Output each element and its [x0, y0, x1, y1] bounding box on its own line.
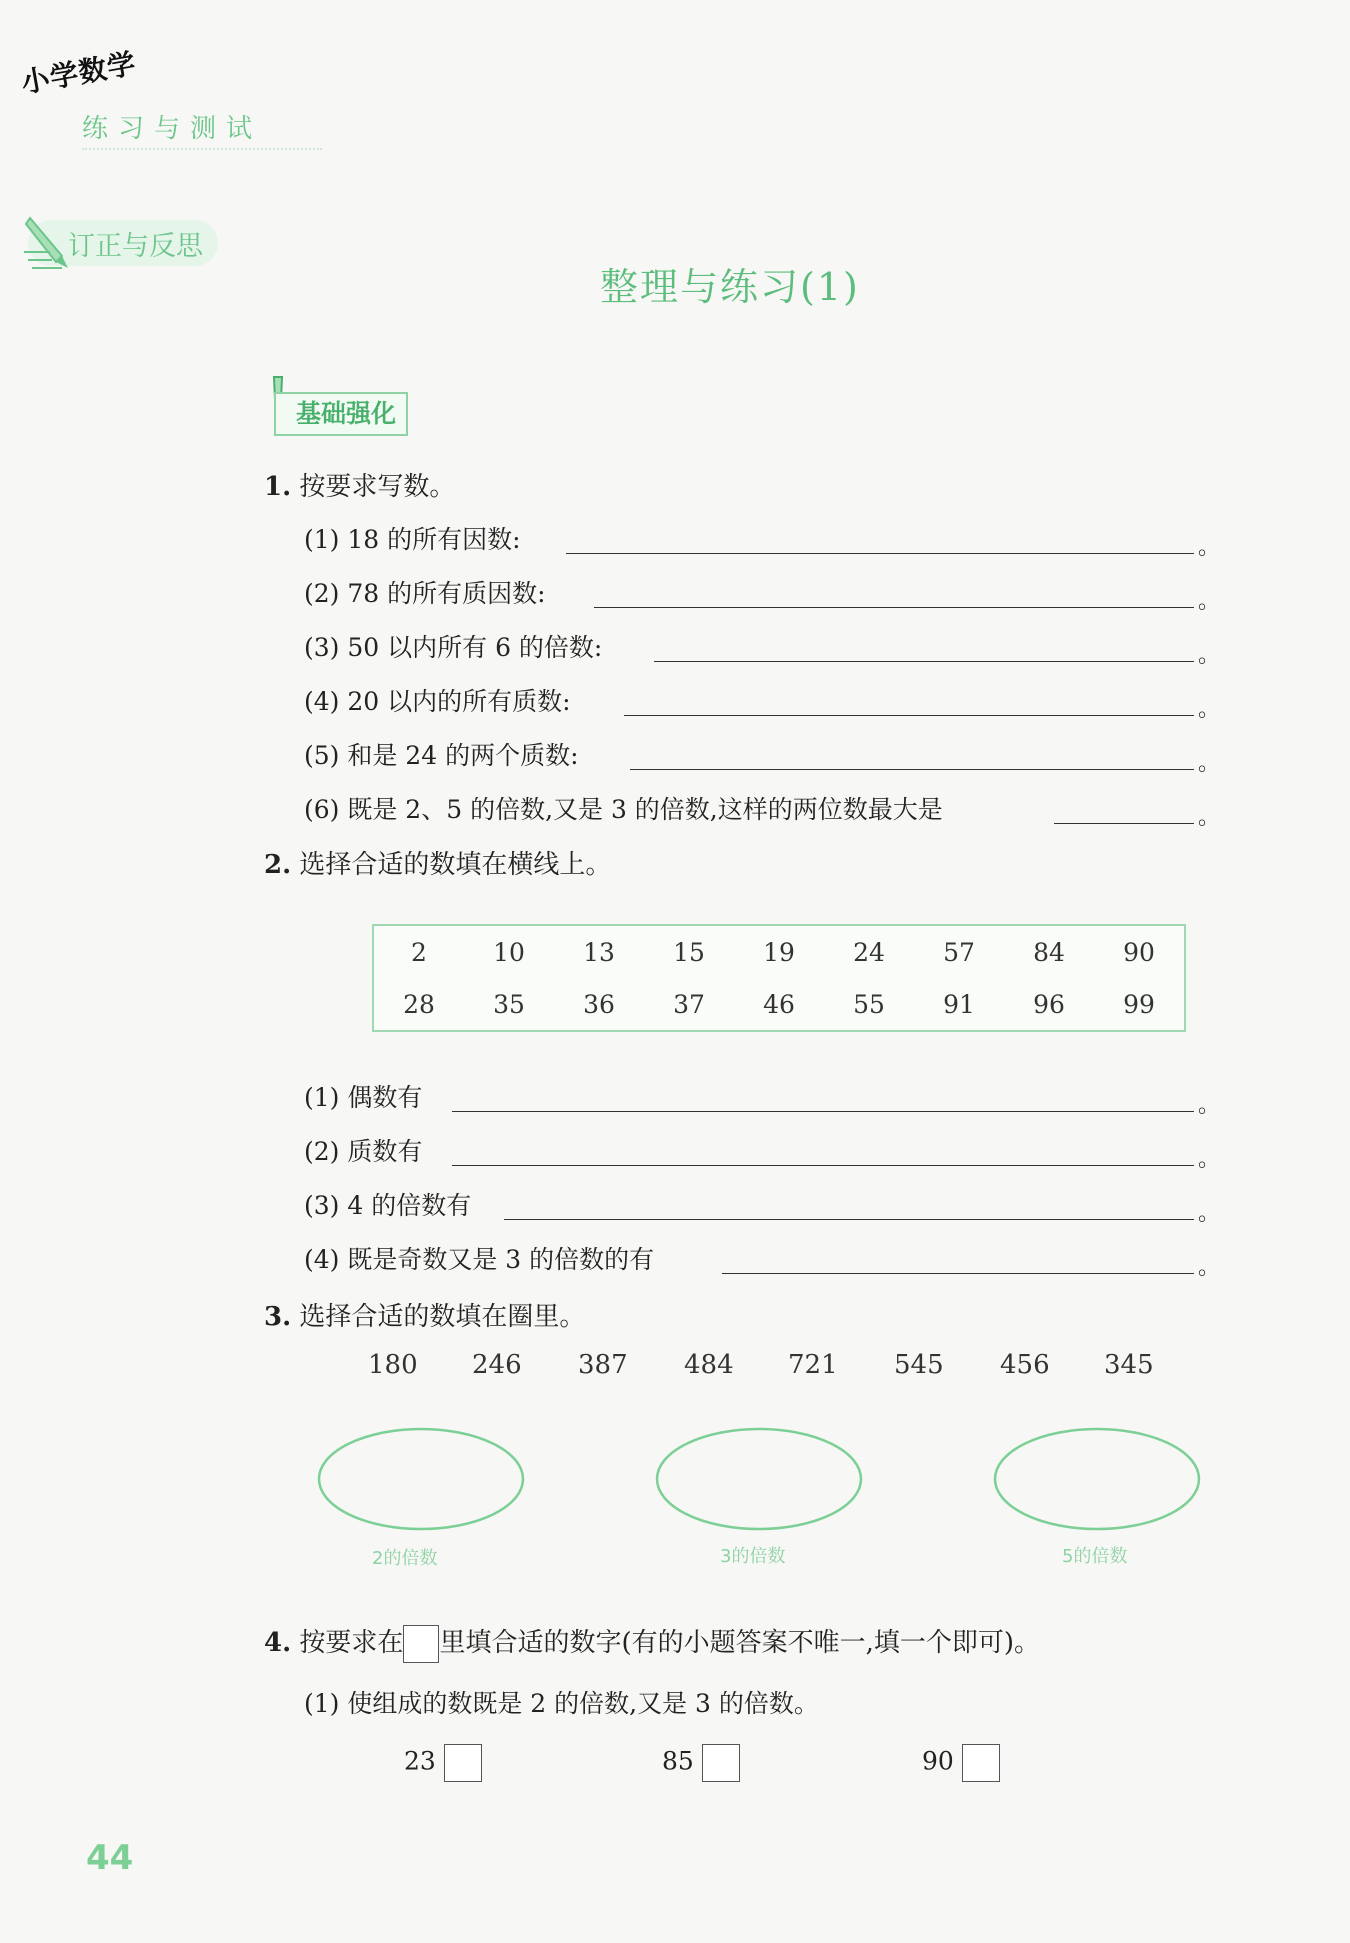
q2-item-3: (3) 4 的倍数有 [304, 1191, 472, 1220]
q2-cell: 91 [943, 989, 975, 1019]
q1-period-3: 。 [1198, 643, 1221, 668]
q3-number: 484 [684, 1350, 734, 1380]
q4-example-box [403, 1625, 439, 1663]
q2-cell: 99 [1123, 989, 1155, 1019]
q4-text-before: 按要求在 [299, 1628, 404, 1658]
q2-text: 选择合适的数填在横线上。 [299, 850, 612, 880]
q3-number: 721 [788, 1350, 838, 1380]
q3-oval-label-2: 3的倍数 [720, 1546, 786, 1567]
q2-cell: 46 [763, 989, 795, 1019]
q2-period-4: 。 [1198, 1255, 1221, 1280]
q2-period-2: 。 [1198, 1147, 1221, 1172]
q1-item-3: (3) 50 以内所有 6 的倍数: [304, 633, 603, 662]
q4-box-group-3 [922, 1744, 1000, 1782]
q2-cell: 55 [853, 989, 885, 1019]
q4-box-prefix: 23 [404, 1746, 436, 1776]
q2-item-1: (1) 偶数有 [304, 1083, 423, 1112]
q1-item-5: (5) 和是 24 的两个质数: [304, 741, 579, 770]
q2-cell: 10 [493, 937, 525, 967]
q2-cell: 37 [673, 989, 705, 1019]
q4-text-after: 里填合适的数字(有的小题答案不唯一,填一个即可)。 [439, 1628, 1040, 1658]
q1-blank-3[interactable] [654, 660, 1194, 662]
q2-cell: 90 [1123, 937, 1155, 967]
q2-period-1: 。 [1198, 1093, 1221, 1118]
q1-text: 按要求写数。 [299, 472, 456, 502]
q1-blank-1[interactable] [566, 552, 1194, 554]
q2-blank-2[interactable] [452, 1164, 1194, 1166]
q1-blank-2[interactable] [594, 606, 1194, 608]
q3-number: 387 [578, 1350, 628, 1380]
q3-text: 选择合适的数填在圈里。 [299, 1302, 586, 1332]
q4-box-prefix: 85 [662, 1746, 694, 1776]
q2-number-table [372, 924, 1186, 1032]
q2-cell: 2 [411, 937, 427, 967]
q3-number: 3. [264, 1302, 292, 1332]
q2-cell: 35 [493, 989, 525, 1019]
q2-cell: 96 [1033, 989, 1065, 1019]
q1-period-2: 。 [1198, 589, 1221, 614]
q2-number: 2. [264, 850, 292, 880]
q1-period-4: 。 [1198, 697, 1221, 722]
q1-blank-6[interactable] [1054, 822, 1194, 824]
q1-item-2: (2) 78 的所有质因数: [304, 579, 546, 608]
q1-item-6: (6) 既是 2、5 的倍数,又是 3 的倍数,这样的两位数最大是 [304, 795, 943, 824]
q3-oval-label-3: 5的倍数 [1062, 1546, 1128, 1567]
q2-blank-3[interactable] [504, 1218, 1194, 1220]
pencil-icon [22, 212, 74, 272]
q4-sub-1: (1) 使组成的数既是 2 的倍数,又是 3 的倍数。 [304, 1689, 819, 1718]
q2-cell: 15 [673, 937, 705, 967]
q3-number: 180 [368, 1350, 418, 1380]
q1-blank-4[interactable] [624, 714, 1194, 716]
q4-box-prefix: 90 [922, 1746, 954, 1776]
subtitle-divider [82, 148, 322, 150]
q1-period-1: 。 [1198, 535, 1221, 560]
q1-blank-5[interactable] [630, 768, 1194, 770]
q4-box-group-1 [404, 1744, 482, 1782]
correction-label: 订正与反思 [68, 231, 203, 262]
q2-cell: 13 [583, 937, 615, 967]
q1-number: 1. [264, 472, 292, 502]
q2-item-4: (4) 既是奇数又是 3 的倍数的有 [304, 1245, 655, 1274]
q2-table-row-1 [373, 925, 1185, 978]
q4-box-group-2 [662, 1744, 740, 1782]
q2-blank-4[interactable] [722, 1272, 1194, 1274]
q1-item-4: (4) 20 以内的所有质数: [304, 687, 571, 716]
q4-answer-box[interactable] [962, 1744, 1000, 1782]
q4-answer-box[interactable] [702, 1744, 740, 1782]
q2-period-3: 。 [1198, 1201, 1221, 1226]
q1-period-5: 。 [1198, 751, 1221, 776]
q2-blank-1[interactable] [452, 1110, 1194, 1112]
q2-cell: 24 [853, 937, 885, 967]
q2-heading [264, 844, 611, 881]
q4-heading [264, 1622, 1040, 1663]
q1-period-6: 。 [1198, 805, 1221, 830]
q4-answer-box[interactable] [444, 1744, 482, 1782]
q3-number: 545 [894, 1350, 944, 1380]
q1-item-1: (1) 18 的所有因数: [304, 525, 521, 554]
q2-cell: 28 [403, 989, 435, 1019]
q3-number: 345 [1104, 1350, 1154, 1380]
q3-heading [264, 1296, 585, 1333]
book-subtitle: 练习与测试 [82, 114, 263, 144]
q3-oval-multiple-of-3[interactable] [652, 1424, 866, 1534]
page-number: 44 [86, 1838, 134, 1878]
q3-oval-multiple-of-5[interactable] [990, 1424, 1204, 1534]
section-tag: 基础强化 [274, 392, 408, 436]
q3-oval-label-1: 2的倍数 [372, 1548, 438, 1569]
book-title: 小学数学 [18, 46, 139, 100]
q3-number: 456 [1000, 1350, 1050, 1380]
q2-cell: 36 [583, 989, 615, 1019]
q2-cell: 19 [763, 937, 795, 967]
q1-heading [264, 466, 455, 503]
q3-oval-multiple-of-2[interactable] [314, 1424, 528, 1534]
q2-item-2: (2) 质数有 [304, 1137, 423, 1166]
q3-number: 246 [472, 1350, 522, 1380]
q2-table-row-2 [373, 978, 1185, 1031]
q2-cell: 84 [1033, 937, 1065, 967]
page-title: 整理与练习(1) [600, 265, 860, 309]
q4-number: 4. [264, 1628, 292, 1658]
q2-cell: 57 [943, 937, 975, 967]
